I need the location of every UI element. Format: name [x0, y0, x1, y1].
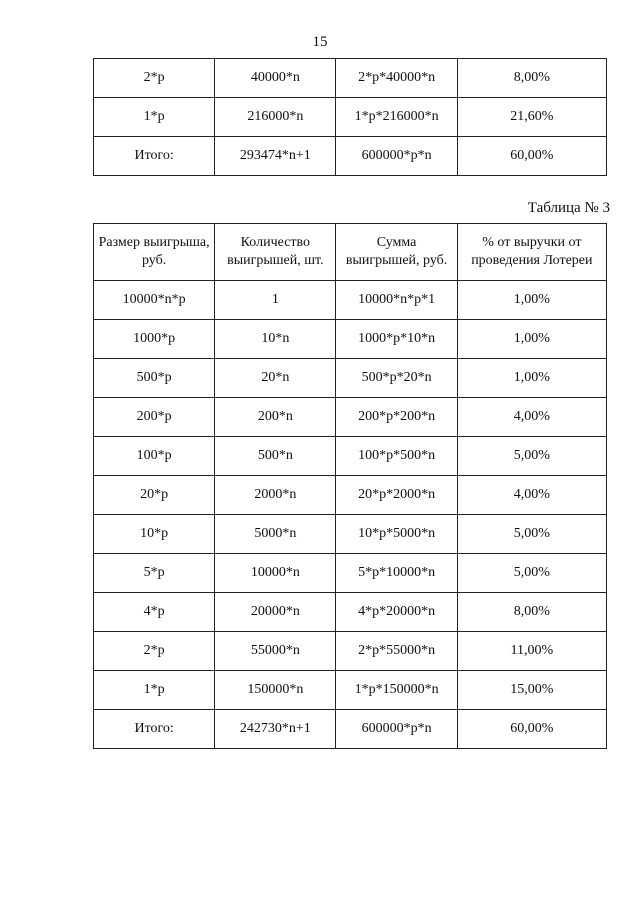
prize-amount-cell: Итого: [94, 137, 215, 176]
prize-amount-cell: 500*р [94, 359, 215, 398]
table-row [94, 398, 607, 437]
revenue-percent-cell: 60,00% [457, 710, 606, 749]
prize-sum-cell: 5*р*10000*n [336, 554, 457, 593]
prize-count-cell: 242730*n+1 [215, 710, 336, 749]
revenue-percent-cell: 5,00% [457, 437, 606, 476]
prize-amount-cell: 2*р [94, 632, 215, 671]
prize-sum-cell: 2*р*40000*n [336, 59, 457, 98]
revenue-percent-cell: 11,00% [457, 632, 606, 671]
prize-amount-cell: 100*р [94, 437, 215, 476]
revenue-percent-cell: 8,00% [457, 59, 606, 98]
table-row [94, 359, 607, 398]
header-revenue-percent: % от выручки от проведения Лотереи [457, 224, 606, 281]
table-header-row [94, 224, 607, 281]
revenue-percent-cell: 15,00% [457, 671, 606, 710]
prize-count-cell: 216000*n [215, 98, 336, 137]
revenue-percent-cell: 1,00% [457, 281, 606, 320]
revenue-percent-cell: 1,00% [457, 320, 606, 359]
revenue-percent-cell: 8,00% [457, 593, 606, 632]
page-number: 15 [312, 34, 328, 50]
prize-count-cell: 200*n [215, 398, 336, 437]
table-row [94, 476, 607, 515]
prize-count-cell: 20000*n [215, 593, 336, 632]
prize-count-cell: 2000*n [215, 476, 336, 515]
table-row [94, 671, 607, 710]
revenue-percent-cell: 5,00% [457, 554, 606, 593]
prize-table-continued-body [94, 59, 607, 176]
prize-sum-cell: 20*р*2000*n [336, 476, 457, 515]
prize-sum-cell: 600000*р*n [336, 137, 457, 176]
header-prize-amount: Размер выигрыша, руб. [94, 224, 215, 281]
table-row [94, 632, 607, 671]
prize-amount-cell: 5*р [94, 554, 215, 593]
table-row [94, 593, 607, 632]
prize-count-cell: 5000*n [215, 515, 336, 554]
prize-amount-cell: 10000*n*р [94, 281, 215, 320]
table-row [94, 515, 607, 554]
table-row [94, 710, 607, 749]
prize-amount-cell: Итого: [94, 710, 215, 749]
prize-count-cell: 500*n [215, 437, 336, 476]
prize-amount-cell: 1000*р [94, 320, 215, 359]
header-prize-sum: Сумма выигрышей, руб. [336, 224, 457, 281]
revenue-percent-cell: 4,00% [457, 398, 606, 437]
prize-sum-cell: 10000*n*р*1 [336, 281, 457, 320]
revenue-percent-cell: 60,00% [457, 137, 606, 176]
table-row [94, 554, 607, 593]
table-row [94, 281, 607, 320]
revenue-percent-cell: 5,00% [457, 515, 606, 554]
prize-sum-cell: 1*р*150000*n [336, 671, 457, 710]
table-row [94, 98, 607, 137]
table-row [94, 320, 607, 359]
table-row [94, 137, 607, 176]
prize-count-cell: 20*n [215, 359, 336, 398]
prize-count-cell: 10*n [215, 320, 336, 359]
prize-sum-cell: 200*р*200*n [336, 398, 457, 437]
revenue-percent-cell: 1,00% [457, 359, 606, 398]
table-row [94, 437, 607, 476]
revenue-percent-cell: 4,00% [457, 476, 606, 515]
prize-sum-cell: 2*р*55000*n [336, 632, 457, 671]
prize-sum-cell: 600000*р*n [336, 710, 457, 749]
table-caption: Таблица № 3 [527, 200, 610, 216]
prize-count-cell: 1 [215, 281, 336, 320]
prize-amount-cell: 1*р [94, 98, 215, 137]
prize-table-3 [93, 223, 607, 749]
prize-sum-cell: 100*р*500*n [336, 437, 457, 476]
prize-amount-cell: 2*р [94, 59, 215, 98]
prize-sum-cell: 500*р*20*n [336, 359, 457, 398]
prize-table-continued [93, 58, 607, 176]
prize-sum-cell: 10*р*5000*n [336, 515, 457, 554]
table-row [94, 59, 607, 98]
prize-table-3-body [94, 281, 607, 749]
prize-count-cell: 10000*n [215, 554, 336, 593]
prize-sum-cell: 1*р*216000*n [336, 98, 457, 137]
prize-count-cell: 293474*n+1 [215, 137, 336, 176]
header-prize-count: Количество выигрышей, шт. [215, 224, 336, 281]
prize-amount-cell: 1*р [94, 671, 215, 710]
revenue-percent-cell: 21,60% [457, 98, 606, 137]
prize-amount-cell: 200*р [94, 398, 215, 437]
prize-sum-cell: 4*р*20000*n [336, 593, 457, 632]
prize-amount-cell: 10*р [94, 515, 215, 554]
prize-amount-cell: 20*р [94, 476, 215, 515]
prize-count-cell: 55000*n [215, 632, 336, 671]
prize-amount-cell: 4*р [94, 593, 215, 632]
prize-count-cell: 40000*n [215, 59, 336, 98]
prize-sum-cell: 1000*р*10*n [336, 320, 457, 359]
prize-count-cell: 150000*n [215, 671, 336, 710]
